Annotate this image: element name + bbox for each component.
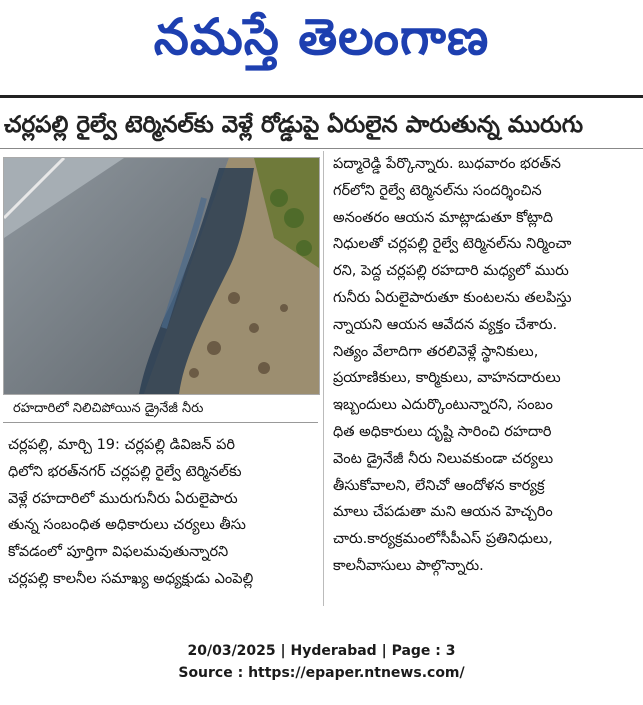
text-line: కోవడంలో పూర్తిగా విఫలమవుతున్నారని [8, 544, 229, 561]
source-link[interactable]: Source : https://epaper.ntnews.com/ [178, 665, 465, 681]
text-line: ప్రయాణికులు, కార్మికులు, వాహనదారులు [333, 370, 561, 387]
page-footer [0, 640, 643, 684]
text-line: గునీరు ఏరులైపారుతూ కుంటలను తలపిస్తు [333, 289, 572, 306]
masthead [0, 0, 643, 85]
text-line: నిత్యం వేలాదిగా తరలివెళ్లే స్థానికులు, [333, 343, 539, 360]
article-headline: చర్లపల్లి రైల్వే టెర్మినల్‌కు వెళ్లే రోడ్డుపై ఏరులైన పారుతున్న మురుగు [4, 112, 584, 138]
article-photo [3, 157, 320, 395]
text-line: ధిలోని భరత్‌నగర్ చర్లపల్లి రైల్వే టెర్మినల్‌కు [8, 463, 242, 480]
newspaper-logo: నమస్తే తెలంగాణ [153, 8, 490, 66]
dateline: 20/03/2025 | Hyderabad | Page : 3 [187, 643, 456, 659]
text-line: రని, పెద్ద చర్లపల్లి రహదారి మధ్యలో మురు [333, 263, 569, 280]
text-line: చారు.కార్యక్రమంలోసీపీఎస్ ప్రతినిధులు, [333, 531, 553, 548]
text-line: నిధులతో చర్లపల్లి రైల్వే టెర్మినల్‌ను నిర్మించా [333, 236, 572, 253]
text-line: చర్లపల్లి, మార్చి 19: చర్లపల్లి డివిజన్ పరి [8, 437, 236, 453]
text-line: ఇబ్బందులు ఎదుర్కొంటున్నారని, సంబం [333, 397, 553, 414]
text-line: పద్మారెడ్డి పేర్కొన్నారు. బుధవారం భరత్‌న [333, 156, 561, 172]
article-left-column [8, 432, 318, 593]
column-divider [323, 151, 324, 606]
text-line: వెంట డ్రైనేజీ నీరు నిలువకుండా చర్యలు [333, 450, 554, 467]
text-line: న్నాయని ఆయన ఆవేదన వ్యక్తం చేశారు. [333, 316, 558, 333]
text-line: కాలనీవాసులు పాల్గొన్నారు. [333, 557, 484, 574]
text-line: వెళ్లే రహదారిలో మురుగునీరు ఏరులైపారు [8, 490, 238, 507]
photo-caption: రహదారిలో నిలిచిపోయిన డ్రైనేజీ నీరు [3, 395, 318, 423]
text-line: ధిత అధికారులు దృష్టి సారించి రహదారి [333, 423, 552, 440]
road-drainage-image [4, 158, 319, 394]
article-right-column [333, 151, 635, 580]
headline-rule [0, 148, 643, 149]
text-line: మాలు చేపడుతా మని ఆయన హెచ్చరిం [333, 504, 553, 521]
text-line: గర్‌లోని రైల్వే టెర్మినల్‌ను సందర్శించిన [333, 182, 542, 199]
text-line: అనంతరం ఆయన మాట్లాడుతూ కోట్లాది [333, 209, 553, 226]
text-line: చర్లపల్లి కాలనీల సమాఖ్య అధ్యక్షుడు ఎంపెల్లి [8, 570, 254, 587]
text-line: తున్న సంబంధిత అధికారులు చర్యలు తీసు [8, 517, 246, 534]
text-line: తీసుకోవాలని, లేనిచో ఆందోళన కార్యక్ర [333, 477, 545, 494]
top-rule [0, 95, 643, 98]
